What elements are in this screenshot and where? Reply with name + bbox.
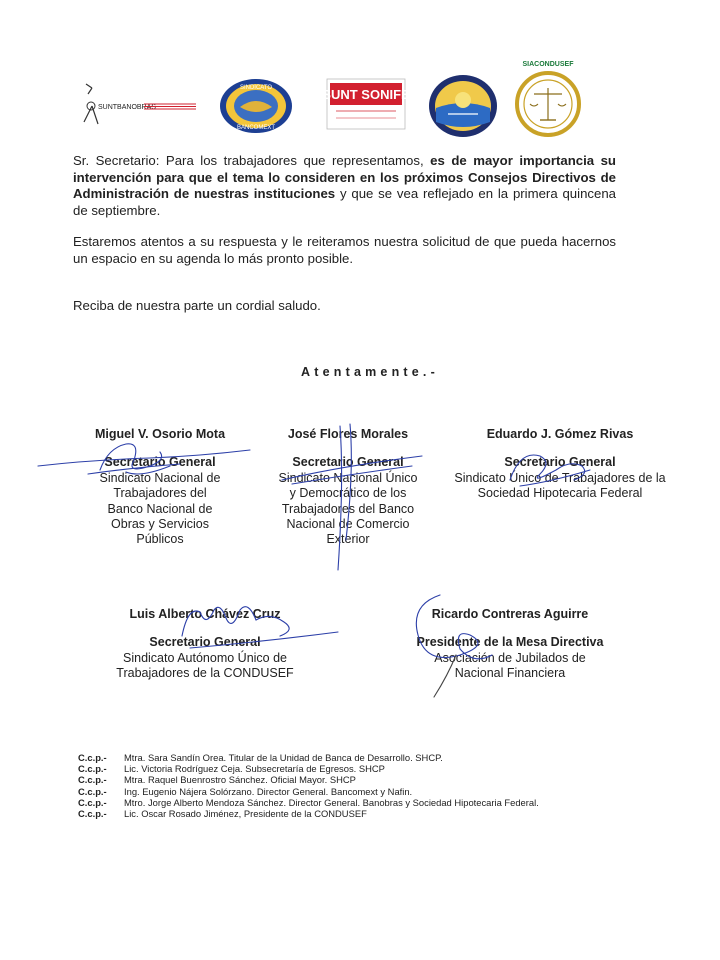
svg-text:SIACONDUSEF: SIACONDUSEF <box>522 61 574 68</box>
ccp-entry <box>78 808 564 819</box>
ccp-recipient: Ing. Eugenio Nájera Solórzano. Director General. Bancomext y Nafin. <box>124 785 413 797</box>
signatory-org-line: Exterior <box>326 532 370 547</box>
ccp-recipient: Mtro. Jorge Alberto Mendoza Sánchez. Director General. Banobras y Sociedad Hipotecaria Federal. <box>124 796 539 808</box>
signatory-role: Presidente de la Mesa Directiva <box>416 635 604 650</box>
ccp-recipient: Lic. Victoria Rodríguez Ceja. Subsecretaría de Egresos. SHCP <box>124 763 385 775</box>
closing-atentamente: Atentamente.- <box>301 365 439 379</box>
signatory-name: José Flores Morales <box>287 427 409 441</box>
sindicato-bancomext-logo <box>218 77 294 135</box>
ccp-label: C.c.p.- <box>78 774 107 786</box>
signature-block-gomez <box>445 427 675 502</box>
signature-block-flores <box>248 427 448 548</box>
signatory-role: Secretario General <box>149 635 261 650</box>
signatory-org-line: Públicos <box>136 532 184 547</box>
signatory-org-line: y Democrático de los <box>289 486 407 501</box>
signatory-org-line: Sociedad Hipotecaria Federal <box>477 486 643 501</box>
paragraph-follow-up: Estaremos atentos a su respuesta y le reiteramos nuestra solicitud de que pueda hacernos un espacio en su agenda lo más pronto posible. <box>73 234 616 266</box>
svg-text:BANCOMEXT: BANCOMEXT <box>236 125 276 131</box>
signatory-name: Miguel V. Osorio Mota <box>94 427 226 441</box>
ccp-label: C.c.p.- <box>78 752 107 763</box>
signatory-org-line: Nacional Financiera <box>454 666 566 681</box>
ccp-entry <box>78 774 564 785</box>
signatory-org-line: Trabajadores de la CONDUSEF <box>116 666 294 681</box>
signatory-org-line: Obras y Servicios <box>111 517 209 532</box>
signatory-role: Secretario General <box>292 455 404 470</box>
signature-block-chavez <box>100 607 310 682</box>
suntsonife-logo <box>326 78 406 130</box>
signatory-name: Ricardo Contreras Aguirre <box>431 607 589 621</box>
signature-block-contreras <box>400 607 620 682</box>
ccp-list <box>78 752 564 819</box>
paragraph-request-start: Sr. Secretario: Para los trabajadores que representamos, <box>73 153 431 168</box>
ccp-entry <box>78 763 564 774</box>
signatory-org-line: Asociación de Jubilados de <box>434 650 586 665</box>
paragraph-request-emphasis: es de mayor importancia su intervención para que el tema lo consideren en los próximos Consejos Directivos de Administración de nuestras instituciones <box>73 153 616 202</box>
svg-text:SUNTBANOBRAS: SUNTBANOBRAS <box>98 104 156 111</box>
signatory-org-line: Sindicato Autónomo Único de <box>123 650 287 665</box>
ccp-label: C.c.p.- <box>78 808 107 820</box>
svg-text:SINDICATO: SINDICATO <box>239 85 273 91</box>
ccp-entry <box>78 797 564 808</box>
signatory-org-line: Sindicato Nacional de <box>99 470 221 485</box>
signatory-org-line: Banco Nacional de <box>107 501 213 516</box>
ccp-entry <box>78 752 564 763</box>
paragraph-greeting: Reciba de nuestra parte un cordial saludo. <box>73 298 321 313</box>
signatory-role: Secretario General <box>504 455 616 470</box>
jubilados-nafin-logo <box>428 74 498 138</box>
signatory-name: Luis Alberto Chávez Cruz <box>129 607 281 621</box>
ccp-label: C.c.p.- <box>78 763 107 775</box>
siacondusef-logo <box>510 58 586 138</box>
signatory-org-line: Sindicato Nacional Único <box>278 470 418 485</box>
signatory-org-line: Sindicato Único de Trabajadores de la <box>454 470 666 485</box>
ccp-label: C.c.p.- <box>78 796 107 808</box>
signatory-org-line: Trabajadores del Banco <box>281 501 415 516</box>
paragraph-request <box>73 153 616 219</box>
ccp-recipient: Mtra. Sara Sandín Orea. Titular de la Unidad de Banca de Desarrollo. SHCP. <box>124 752 443 763</box>
signatory-role: Secretario General <box>104 455 216 470</box>
suntbanobras-logo <box>78 78 198 134</box>
svg-text:SUNT SONIFE: SUNT SONIFE <box>326 87 406 102</box>
signature-block-osorio <box>60 427 260 548</box>
ccp-label: C.c.p.- <box>78 785 107 797</box>
ccp-recipient: Lic. Oscar Rosado Jiménez, Presidente de la CONDUSEF <box>124 808 367 820</box>
ccp-entry <box>78 786 564 797</box>
signatory-org-line: Trabajadores del <box>113 486 207 501</box>
signatory-org-line: Nacional de Comercio <box>286 517 410 532</box>
paragraph-request-end: y que se vea reflejado en la primera quincena de septiembre. <box>73 186 616 218</box>
signatory-name: Eduardo J. Gómez Rivas <box>486 427 634 441</box>
ccp-recipient: Mtra. Raquel Buenrostro Sánchez. Oficial Mayor. SHCP <box>124 774 356 786</box>
